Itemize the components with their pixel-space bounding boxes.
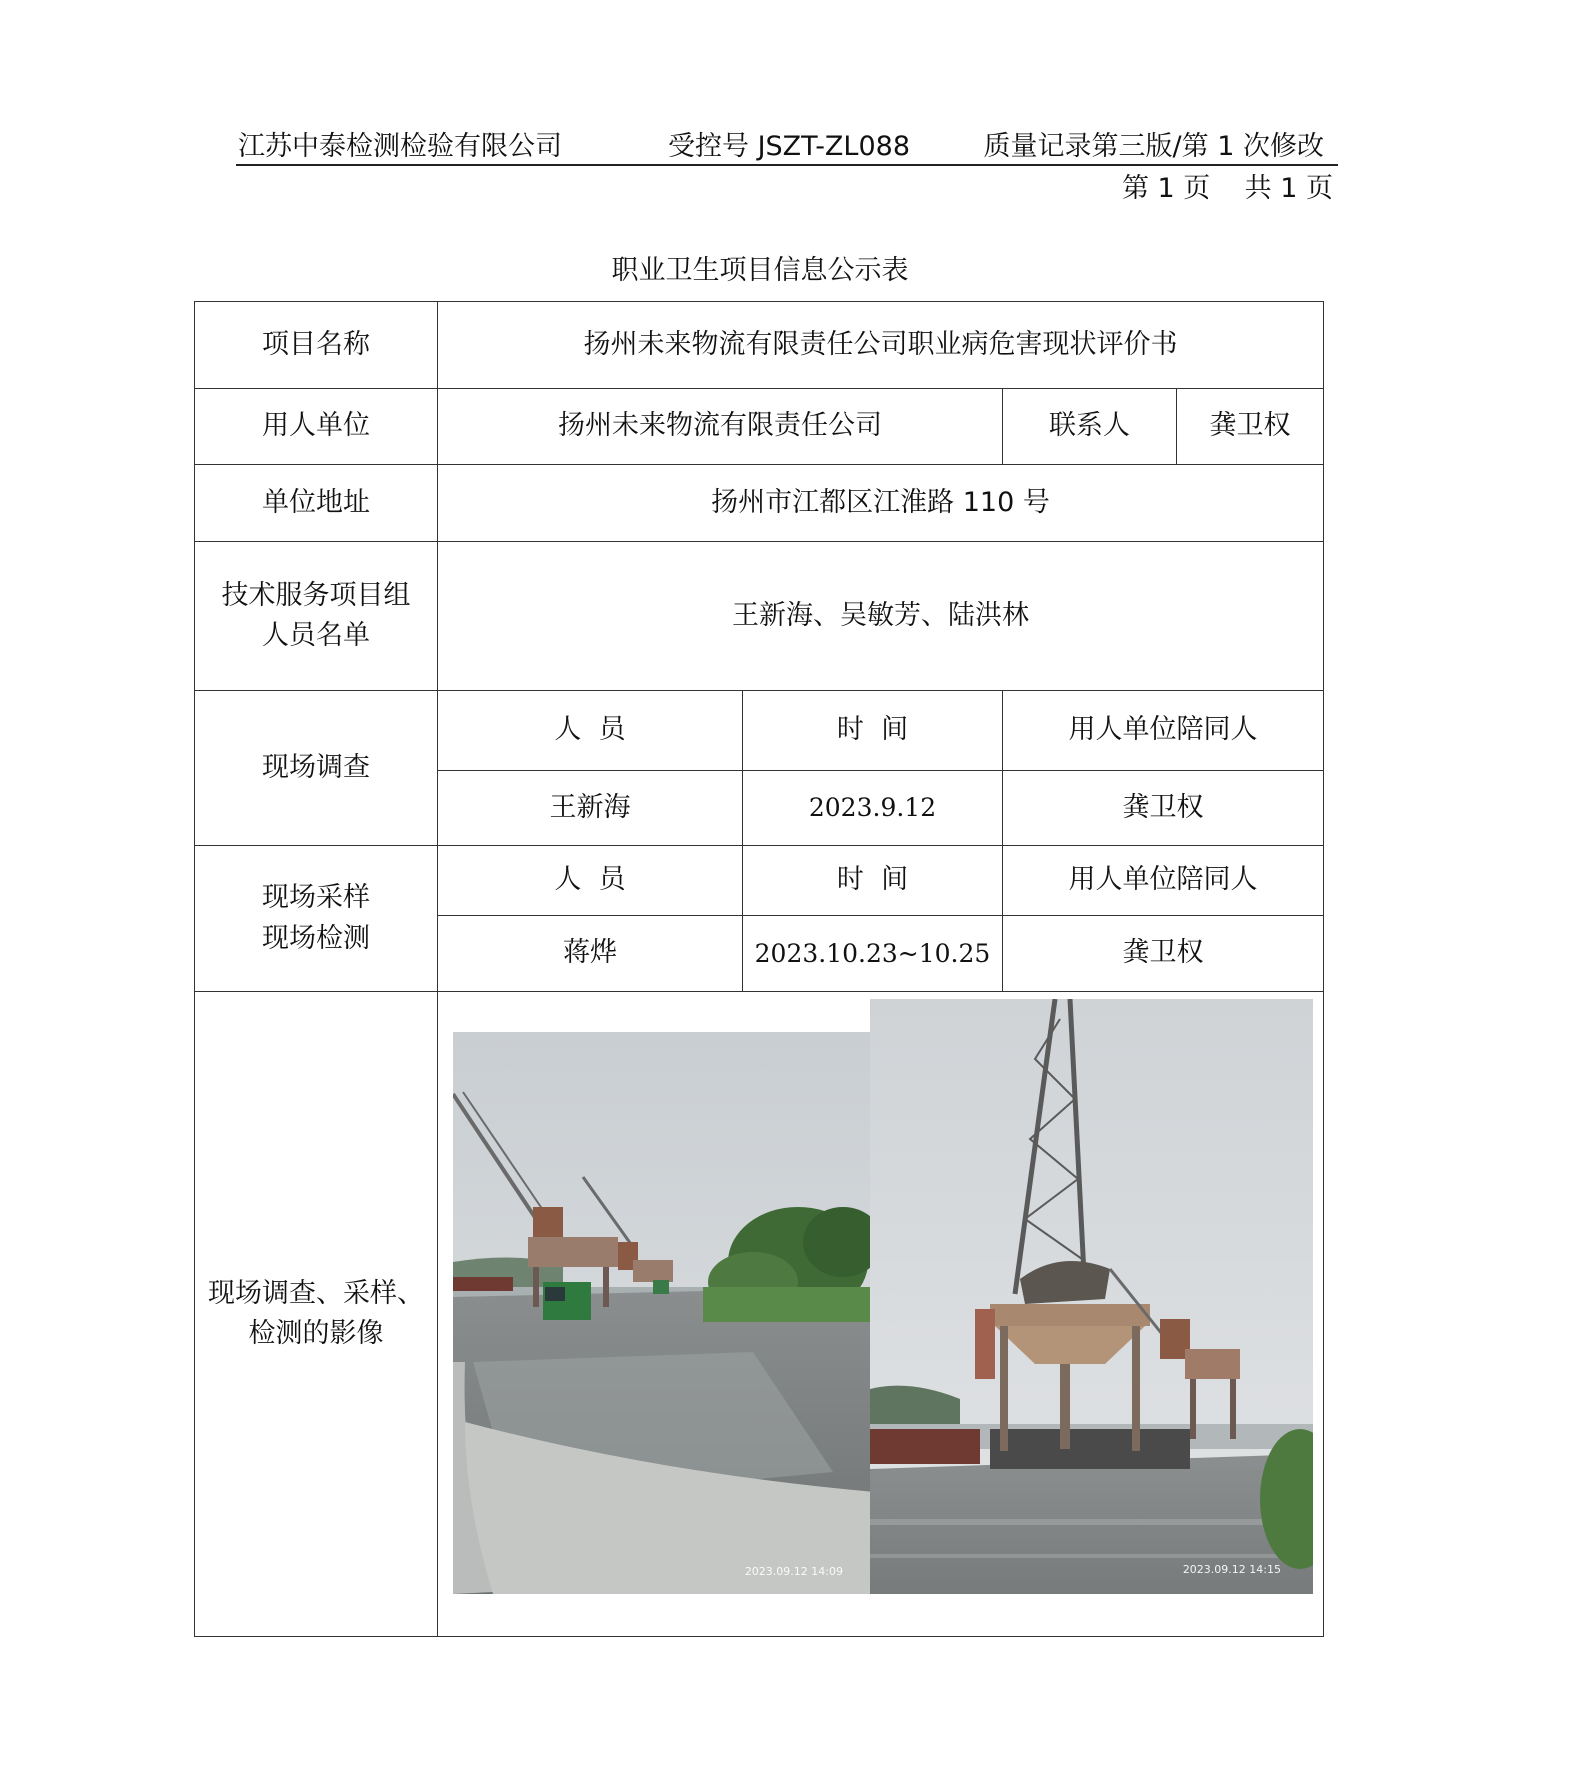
survey-col-time: 时 间 (743, 691, 1003, 771)
sampling-col-time: 时 间 (743, 846, 1003, 916)
team-label-line2: 人员名单 (262, 620, 370, 651)
site-photo-2-image (870, 999, 1313, 1594)
row-survey-header (195, 691, 1324, 771)
sampling-label-line1: 现场采样 (262, 882, 370, 913)
row-sampling-header (195, 846, 1324, 916)
record-version: 质量记录第三版/第 1 次修改 (983, 131, 1324, 162)
address-value: 扬州市江都区江淮路 110 号 (438, 465, 1324, 542)
sampling-escort: 龚卫权 (1003, 916, 1324, 992)
survey-col-escort: 用人单位陪同人 (1003, 691, 1324, 771)
survey-escort: 龚卫权 (1003, 771, 1324, 846)
sampling-col-person: 人 员 (438, 846, 743, 916)
page-number: 第 1 页 共 1 页 (1121, 173, 1333, 204)
survey-person: 王新海 (438, 771, 743, 846)
site-photo-2 (870, 999, 1313, 1594)
images-label-line2: 检测的影像 (248, 1318, 384, 1349)
row-address (195, 465, 1324, 542)
row-images (195, 992, 1324, 1637)
project-name-label: 项目名称 (195, 302, 438, 389)
sampling-person: 蒋烨 (438, 916, 743, 992)
photo-container (438, 992, 1323, 1636)
contact-value: 龚卫权 (1177, 389, 1324, 465)
images-label (195, 992, 438, 1637)
survey-time: 2023.9.12 (743, 771, 1003, 846)
sampling-time: 2023.10.23~10.25 (743, 916, 1003, 992)
survey-label: 现场调查 (195, 691, 438, 846)
sampling-label-line2: 现场检测 (262, 922, 370, 954)
employer-label: 用人单位 (195, 389, 438, 465)
project-name-value: 扬州未来物流有限责任公司职业病危害现状评价书 (438, 302, 1324, 389)
photo-1-timestamp: 2023.09.12 14:09 (744, 1564, 843, 1578)
sampling-col-escort: 用人单位陪同人 (1003, 846, 1324, 916)
team-label-line1: 技术服务项目组 (221, 579, 411, 611)
sampling-label (195, 846, 438, 992)
team-label (195, 542, 438, 691)
team-value: 王新海、吴敏芳、陆洪林 (438, 542, 1324, 691)
images-label-line1: 现场调查、采样、 (208, 1277, 424, 1309)
document-header (236, 118, 1336, 164)
contact-label: 联系人 (1003, 389, 1177, 465)
row-team (195, 542, 1324, 691)
photo-2-timestamp: 2023.09.12 14:15 (1182, 1562, 1281, 1576)
row-project-name (195, 302, 1324, 389)
images-cell (438, 992, 1324, 1637)
row-employer (195, 389, 1324, 465)
document-title: 职业卫生项目信息公示表 (611, 255, 909, 286)
site-photo-1 (453, 1032, 875, 1594)
control-number: 受控号 JSZT-ZL088 (668, 131, 911, 162)
company-name: 江苏中泰检测检验有限公司 (238, 131, 562, 162)
site-photo-1-image (453, 1032, 875, 1594)
project-info-table (194, 301, 1324, 1637)
survey-col-person: 人 员 (438, 691, 743, 771)
employer-value: 扬州未来物流有限责任公司 (438, 389, 1003, 465)
address-label: 单位地址 (195, 465, 438, 542)
